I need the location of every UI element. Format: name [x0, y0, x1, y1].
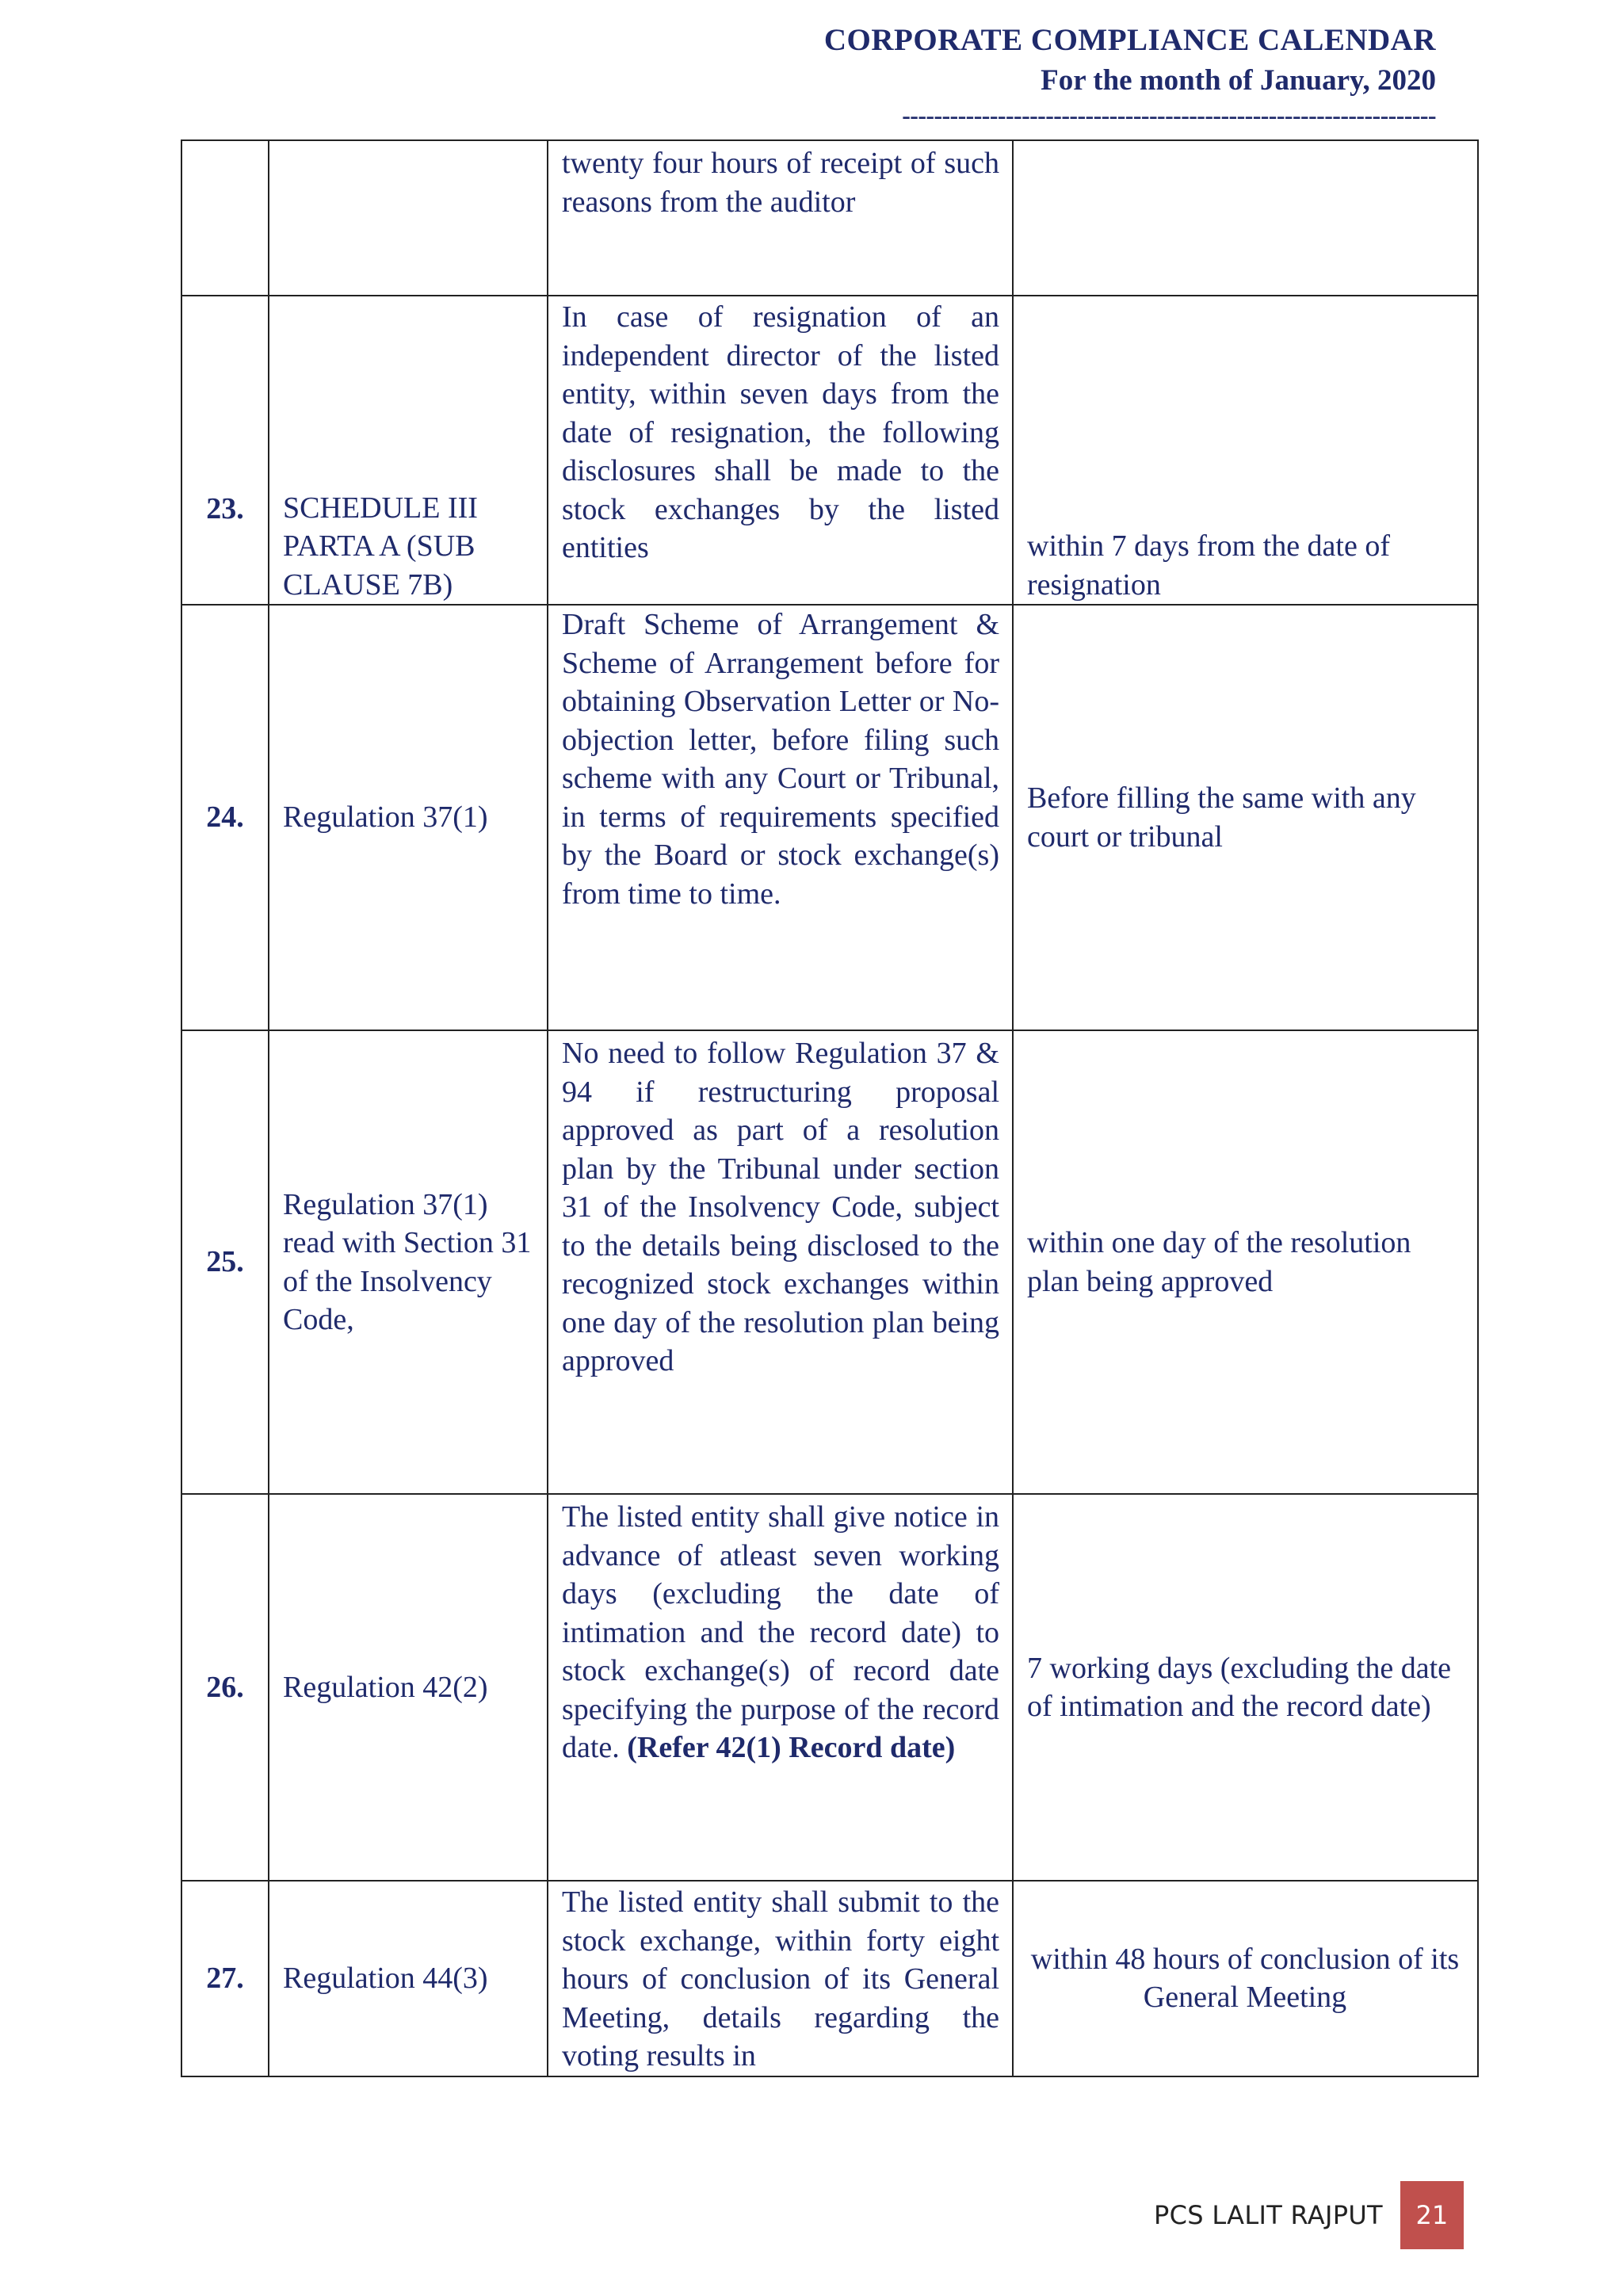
page-header: [792, 21, 1436, 128]
footer-author: PCS LALIT RAJPUT: [1154, 2200, 1383, 2230]
description-text: In case of resignation of an independent director of the listed entity, within seven days from the date of resignation, the following disclosures shall be made to the stock exchanges by the listed entities: [562, 300, 999, 564]
description-cell: [548, 1494, 1013, 1881]
description-cell: [548, 1030, 1013, 1494]
regulation-cell: Regulation 42(2): [269, 1494, 548, 1881]
description-cell: [548, 296, 1013, 605]
description-text: Draft Scheme of Arrangement & Scheme of Arrangement before for obtaining Observation Letter or No-objection letter, before filing such scheme with any Court or Tribunal, in terms of requirements specified by the Board or stock exchange(s) from time to time.: [562, 608, 999, 911]
description-text: The listed entity shall give notice in advance of atleast seven working days (excluding the date of intimation and the record date) to stock exchange(s) of record date specifying the purpose of the record date.: [562, 1500, 999, 1764]
regulation-cell: SCHEDULE III PARTA A (SUB CLAUSE 7B): [269, 296, 548, 605]
description-cell: [548, 140, 1013, 296]
regulation-cell: Regulation 37(1) read with Section 31 of the Insolvency Code,: [269, 1030, 548, 1494]
table-row: [181, 296, 1478, 605]
regulation-cell: Regulation 44(3): [269, 1881, 548, 2076]
table-row: [181, 140, 1478, 296]
description-text: The listed entity shall submit to the stock exchange, within forty eight hours of conclusion of its General Meeting, details regarding the voting results in: [562, 1885, 999, 2073]
due-date-cell: [1013, 140, 1478, 296]
table-row: [181, 1494, 1478, 1881]
compliance-table: [181, 139, 1479, 2077]
description-cell: [548, 1881, 1013, 2076]
description-text: twenty four hours of receipt of such reasons from the auditor: [562, 147, 999, 219]
due-date-cell: Before filling the same with any court or tribunal: [1013, 605, 1478, 1030]
row-number: 25.: [181, 1030, 269, 1494]
row-number: 26.: [181, 1494, 269, 1881]
row-number: 23.: [181, 296, 269, 605]
table-row: [181, 1030, 1478, 1494]
regulation-cell: Regulation 37(1): [269, 605, 548, 1030]
row-number: 27.: [181, 1881, 269, 2076]
due-date-cell: within 48 hours of conclusion of its General Meeting: [1013, 1881, 1478, 2076]
page-footer: [1154, 2181, 1464, 2249]
header-title: CORPORATE COMPLIANCE CALENDAR: [823, 23, 1436, 57]
table-row: [181, 605, 1478, 1030]
header-subtitle: For the month of January, 2020: [1041, 64, 1436, 97]
description-text: No need to follow Regulation 37 & 94 if restructuring proposal approved as part of a resolution plan by the Tribunal under section 31 of the Insolvency Code, subject to the details being disclosed to the recognized stock exchanges within one day of the resolution plan being approved: [562, 1037, 999, 1377]
due-date-cell: within 7 days from the date of resignation: [1013, 296, 1478, 605]
row-number: [181, 140, 269, 296]
description-cell: [548, 605, 1013, 1030]
due-date-cell: 7 working days (excluding the date of intimation and the record date): [1013, 1494, 1478, 1881]
due-date-cell: within one day of the resolution plan being approved: [1013, 1030, 1478, 1494]
page-number-badge: 21: [1400, 2181, 1464, 2249]
row-number: 24.: [181, 605, 269, 1030]
header-rule: -------------------------------------------------------------------: [902, 101, 1436, 128]
table-row: [181, 1881, 1478, 2076]
description-bold-reference: (Refer 42(1) Record date): [627, 1731, 956, 1764]
regulation-cell: [269, 140, 548, 296]
